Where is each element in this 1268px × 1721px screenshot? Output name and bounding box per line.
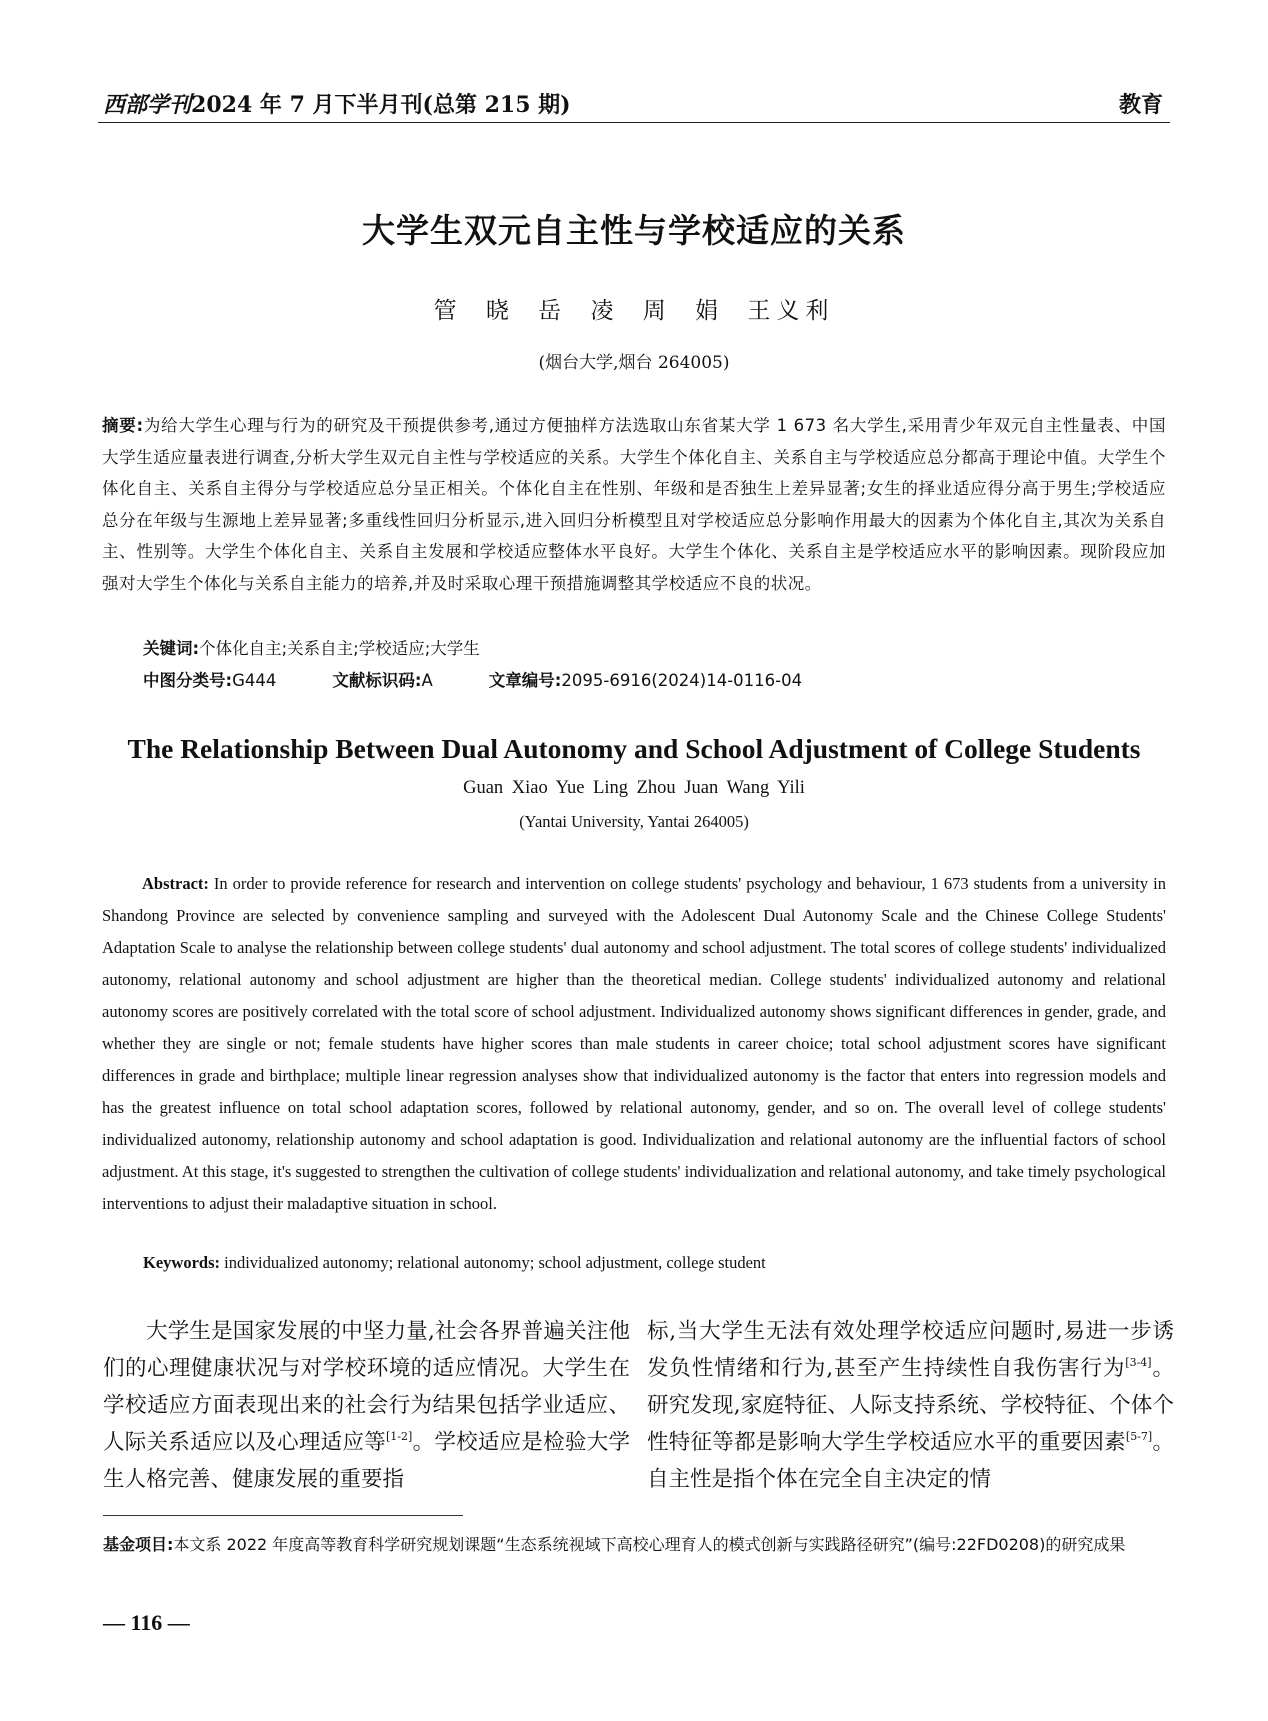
header-rule: [98, 122, 1170, 123]
title-en: The Relationship Between Dual Autonomy and School Adjustment of College Students: [127, 733, 1141, 764]
page-number: — 116 —: [103, 1610, 190, 1635]
journal-header: [103, 88, 571, 119]
affiliation-cn: (烟台大学,烟台 264005): [538, 353, 730, 373]
abstract-cn-text: 为给大学生心理与行为的研究及干预提供参考,通过方便抽样方法选取山东省某大学 1 673 名大学生,采用青少年双元自主性量表、中国大学生适应量表进行调查,分析大学生双元自主性与学校适应的关系。大学生个体化自主、关系自主与学校适应总分都高于理论中值。大学生个体化自主、关系自主得分与学校适应总分呈正相关。个体化自主在性别、年级和是否独生上差异显著;女生的择业适应得分高于男生;学校适应总分在年级与生源地上差异显著;多重线性回归分析显示,进入回归分析模型且对学校适应总分影响作用最大的因素为个体化自主,其次为关系自主、性别等。大学生个体化自主、关系自主发展和学校适应整体水平良好。大学生个体化、关系自主是学校适应水平的影响因素。现阶段应加强对大学生个体化与关系自主能力的培养,并及时采取心理干预措施调整其学校适应不良的状况。: [102, 416, 1166, 593]
affiliation-en: (Yantai University, Yantai 264005): [519, 812, 749, 831]
citation-ref: [3-4]: [1125, 1356, 1152, 1369]
section-label: 教育: [1118, 93, 1163, 118]
keywords-cn-text: 个体化自主;关系自主;学校适应;大学生: [199, 639, 480, 658]
abstract-cn: [102, 410, 1166, 599]
keywords-en: [143, 1253, 766, 1273]
abstract-en-text: In order to provide reference for research and intervention on college students' psychology and behaviour, 1 673 students from a university in Shandong Province are selected by convenience sampling and surveyed with the Adolescent Dual Autonomy Scale and the Chinese College Students' Adaptation Scale to analyse the relationship between college students' dual autonomy and school adjustment. The total scores of college students' individualized autonomy, relational autonomy and school adjustment are higher than the theoretical median. College students' individualized autonomy and relational autonomy scores are positively correlated with the total score of school adjustment. Individualized autonomy shows significant differences in gender, grade, and whether they are single or not; female students have higher scores than male students in career choice; total school adjustment scores have significant differences in grade and birthplace; multiple linear regression analyses show that individualized autonomy is the factor that enters into regression models and has the greatest influence on total school adaptation scores, followed by relational autonomy, gender, and so on. The overall level of college students' individualized autonomy, relationship autonomy and school adaptation is good. Individualization and relational autonomy are the influential factors of school adjustment. At this stage, it's suggested to strengthen the cultivation of college students' individualization and relational autonomy, and take timely psychological interventions to adjust their maladaptive situation in school.: [102, 874, 1166, 1213]
keywords-cn-label: 关键词:: [143, 639, 200, 658]
keywords-en-text: individualized autonomy; relational autonomy; school adjustment, college student: [224, 1253, 766, 1272]
clc-label: 中图分类号:: [143, 671, 233, 690]
citation-ref: [1-2]: [386, 1430, 413, 1443]
body-column-left: [103, 1313, 630, 1498]
classification-line: [143, 667, 802, 691]
body-column-right: [647, 1313, 1174, 1498]
body-left-text-1: 大学生是国家发展的中坚力量,社会各界普遍关注他们的心理健康状况与对学校环境的适应情况。大学生在学校适应方面表现出来的社会行为结果包括学业适应、人际关系适应以及心理适应等: [103, 1319, 630, 1455]
funding-text: 本文系 2022 年度高等教育科学研究规划课题“生态系统视域下高校心理育人的模式创新与实践路径研究”(编号:22FD0208)的研究成果: [173, 1535, 1126, 1554]
doc-code-label: 文献标识码:: [332, 671, 422, 690]
doc-code-value: A: [421, 671, 433, 690]
abstract-en: [102, 868, 1166, 1220]
keywords-en-label: Keywords:: [143, 1253, 220, 1272]
journal-logo: 西部学刊: [103, 92, 192, 118]
title-cn: 大学生双元自主性与学校适应的关系: [362, 211, 906, 250]
authors-en: Guan Xiao Yue Ling Zhou Juan Wang Yili: [463, 778, 805, 798]
funding-label: 基金项目:: [103, 1535, 174, 1554]
issue-info: 2024 年 7 月下半月刊(总第 215 期): [191, 92, 571, 118]
authors-cn: 管 晓 岳 凌 周 娟 王义利: [433, 298, 835, 324]
keywords-cn: [143, 635, 480, 659]
abstract-en-label: Abstract:: [142, 874, 209, 893]
body-left-text-2: 。学校适应是检验大学生人格完善、健康发展的重要指: [103, 1430, 630, 1492]
citation-ref: [5-7]: [1125, 1430, 1153, 1443]
abstract-cn-label: 摘要:: [102, 416, 144, 435]
funding-footnote: [103, 1530, 1167, 1559]
footnote-rule: [103, 1515, 463, 1516]
article-no-label: 文章编号:: [488, 671, 562, 690]
article-no-value: 2095-6916(2024)14-0116-04: [561, 671, 803, 690]
clc-value: G444: [232, 671, 277, 690]
body-right-text-2: 。研究发现,家庭特征、人际支持系统、学校特征、个体个性特征等都是影响大学生学校适应水平的重要因素: [647, 1356, 1174, 1455]
body-right-text-1: 标,当大学生无法有效处理学校适应问题时,易进一步诱发负性情绪和行为,甚至产生持续性自我伤害行为: [647, 1319, 1174, 1381]
body-right-text-3: 。自主性是指个体在完全自主决定的情: [647, 1430, 1174, 1492]
